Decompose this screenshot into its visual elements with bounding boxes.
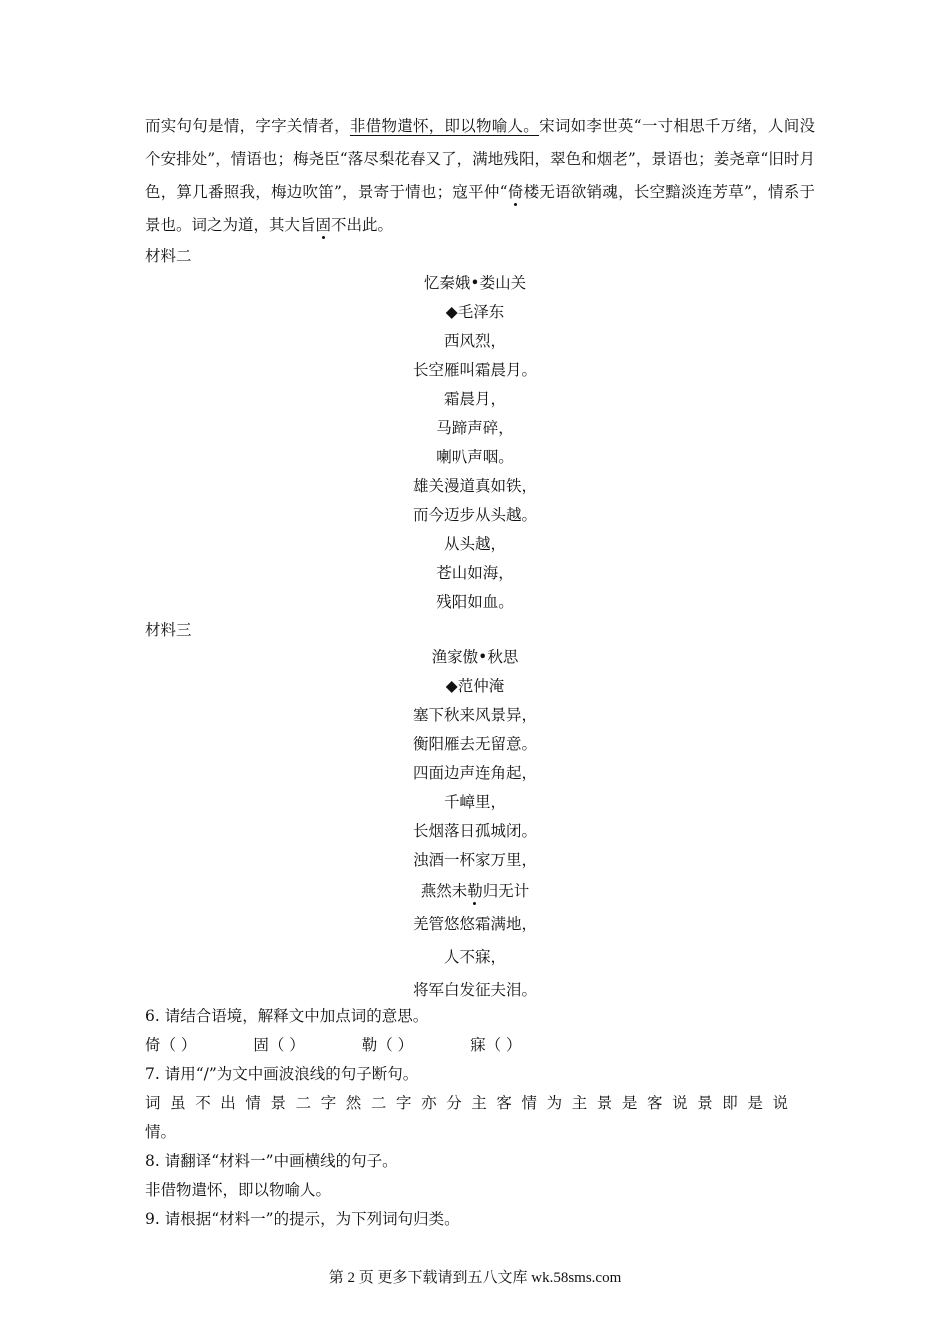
dotted-char-gu: 固 (315, 216, 332, 234)
poem-line: 塞下秋来风景异， (412, 706, 537, 724)
material1-text-a: 而实句句是情，字字关情者， (145, 117, 350, 135)
poem-title: 忆秦娥•娄山关 (423, 274, 527, 292)
poem-line: 羌管悠悠霜满地， (412, 915, 537, 933)
question-9: 9. 请根据“材料一”的提示，为下列词句归类。 (145, 1210, 460, 1228)
poem-line: 西风烈， (443, 332, 506, 350)
blank-mei[interactable]: 寐（ ） (470, 1036, 522, 1054)
question-6-blanks (145, 1033, 574, 1055)
poem-line-dotted (0, 875, 950, 908)
question-8: 8. 请翻译“材料一”中画横线的句子。 (145, 1152, 398, 1170)
poem-line: 残阳如血。 (436, 593, 514, 611)
poem-line: 马蹄声碎， (436, 419, 514, 437)
material3-label: 材料三 (145, 621, 192, 639)
poem-line: 人不寐， (443, 948, 506, 966)
blank-gu[interactable]: 固（ ） (253, 1036, 305, 1054)
poem-line: 喇叭声咽。 (436, 448, 514, 466)
poem-line: 衡阳雁去无留意。 (412, 735, 537, 753)
poem-author: ◆范仲淹 (445, 677, 505, 695)
material2-poem (0, 269, 950, 617)
poem-line: 四面边声连角起， (412, 764, 537, 782)
question-7: 7. 请用“/”为文中画波浪线的句子断句。 (145, 1065, 419, 1083)
material1-paragraph (145, 110, 815, 242)
poem-line: 苍山如海， (436, 564, 514, 582)
question-6: 6. 请结合语境，解释文中加点词的意思。 (145, 1007, 429, 1025)
poem-title: 渔家傲•秋思 (431, 648, 519, 666)
page-footer: 第 2 页 更多下载请到五八文库 wk.58sms.com (328, 1270, 622, 1286)
poem-line: 长烟落日孤城闭。 (412, 822, 537, 840)
material1-text-d: 不出此。 (331, 216, 394, 234)
poem-line-pre: 燕然未 (420, 882, 468, 900)
poem-author: ◆毛泽东 (445, 303, 505, 321)
material3-poem (0, 643, 950, 1007)
material2-label: 材料二 (145, 247, 192, 265)
underlined-sentence: 非借物遣怀，即以物喻人。 (349, 117, 540, 135)
question-8-sentence: 非借物遣怀，即以物喻人。 (145, 1181, 332, 1199)
dotted-char-yi: 倚 (507, 183, 524, 201)
question-7-text: 词虽不出情景二字然二字亦分主客情为主景是客说景即是说 (145, 1094, 798, 1112)
blank-yi[interactable]: 倚（ ） (145, 1036, 197, 1054)
material1-text-b: 宋词如李世英“一寸相思千万绪，人间没个安排处”，情语也；梅尧臣“落尽梨花春又了，满地残阳，翠色和烟老”，景语也；姜尧章“旧时月色，算几番照我，梅边吹笛”，景寄于情也；寇平仲“ (145, 117, 815, 201)
blank-le[interactable]: 勒（ ） (361, 1036, 414, 1054)
question-7-text-end: 情。 (145, 1123, 177, 1141)
poem-line: 千嶂里， (443, 793, 506, 811)
poem-line: 霜晨月， (443, 390, 506, 408)
poem-line: 而今迈步从头越。 (412, 506, 537, 524)
dotted-char-le: 勒 (467, 882, 483, 900)
poem-line: 从头越， (443, 535, 506, 553)
material1-text-c: 楼无语欲销魂，长空黯淡连芳草”，情系于景也。词之为道，其大旨 (145, 183, 815, 234)
poem-line: 长空雁叫霜晨月。 (412, 361, 537, 379)
poem-line: 将军白发征夫泪。 (412, 981, 537, 999)
poem-line: 浊酒一杯家万里， (412, 851, 537, 869)
poem-line: 雄关漫道真如铁， (412, 477, 537, 495)
poem-line-post: 归无计 (482, 882, 530, 900)
